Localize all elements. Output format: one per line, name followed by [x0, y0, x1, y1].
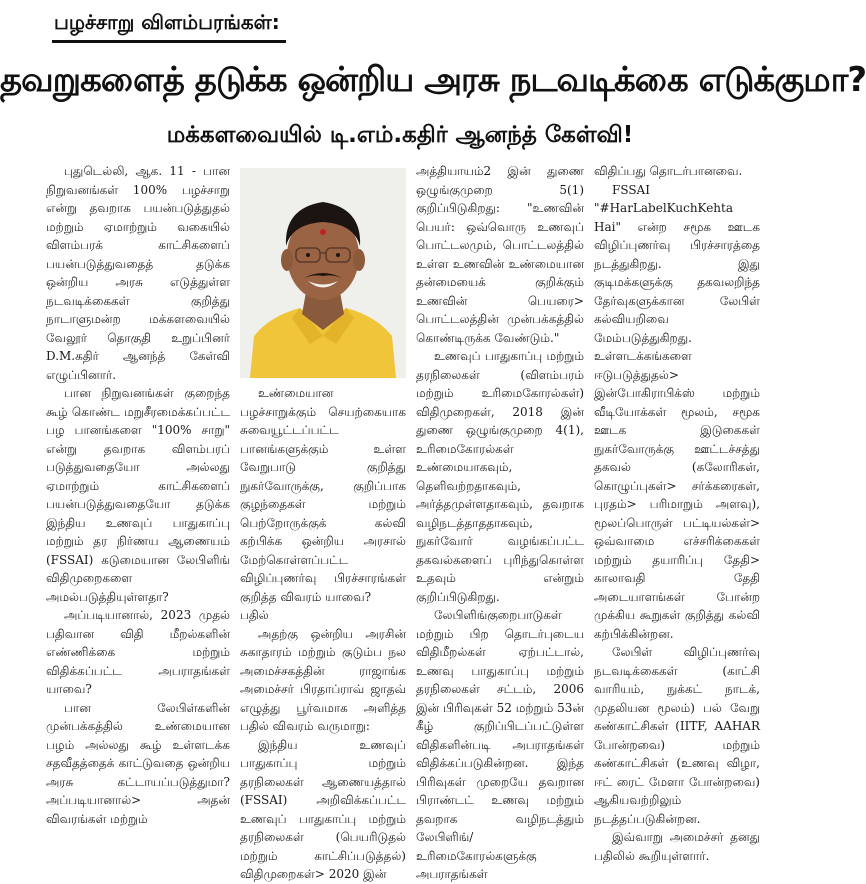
paragraph: விதிப்பது தொடர்பானவை.	[594, 164, 743, 178]
paragraph: அப்படியானால், 2023 முதல் பதிவான விதி மீறல்களின் எண்ணிக்கை மற்றும் விதிக்கப்பட்ட அபராதங்கள் யாவை?	[46, 608, 230, 696]
paragraph: அத்தியாயம்2 இன் துணை ஒழுங்குமுறை 5(1) குறிப்பிடுகிறது: "உணவின் பெயர்: ஒவ்வொரு உணவுப் பொட்டலமும், பொட்டலத்தில் உள்ள உணவின் உண்மையான தன்மையைக் குறிக்கும் உணவின் பெயரை> பொட்டலத்தின் முன்பக்கத்தில் கொண்டிருக்க வேண்டும்."	[416, 164, 584, 345]
paragraph: அதற்கு ஒன்றிய அரசின் சுகாதாரம் மற்றும் குடும்ப நல அமைச்சகத்தின் ராஜாங்க அமைச்சர் பிரதாப்ராவ் ஜாதவ் எழுத்து பூர்வமாக அளித்த பதில் விவரம் வருமாறு:	[240, 626, 406, 733]
portrait-photo	[240, 168, 406, 378]
paragraph: புதுடெல்லி, ஆக. 11 - பான நிறுவனங்கள் 100% பழச்சாறு என்று தவறாக பயன்படுத்துதல் மற்றும் ஏமாற்றும் வகையில் விளம்பரக் காட்சிகளைப் பயன்படுத்துவதைத் தடுக்க ஒன்றிய அரசு எடுத்துள்ள நடவடிக்கைகள் குறித்து நாடாளுமன்ற மக்களவையில் வேலூர் தொகுதி உறுப்பினர் D.M.கதிர் ஆனந்த் கேள்வி எழுப்பினார்.	[46, 164, 230, 382]
article-column-3	[416, 162, 584, 881]
subheadline: மக்களவையில் டி.எம்.கதிர் ஆனந்த் கேள்வி!	[166, 122, 634, 148]
paragraph: FSSAI "#HarLabelKuchKehta Hai" என்ற சமூக ஊடக விழிப்புணர்வு பிரச்சாரத்தை நடத்துகிறது. இது குடிமக்களுக்கு தகவலறிந்த தேர்வுகளுக்கான லேபிள் கல்வியறிவை மேம்படுத்துகிறது. உள்ளடக்கங்களை ஈடுபடுத்துதல்> இன்போகிராபிக்ஸ் மற்றும் வீடியோக்கள் மூலம், சமூக ஊடக இடுகைகள் நுகர்வோருக்கு ஊட்டச்சத்து தகவல் (கலோரிகள், கொழுப்புகள்> சர்க்கரைகள், புரதம்> பரிமாறும் அளவு), மூலப்பொருள் பட்டியல்கள்> ஒவ்வாமை எச்சரிக்கைகள் மற்றும் தயாரிப்பு தேதி> காலாவதி தேதி அடையாளங்கள் போன்ற முக்கிய கூறுகள் குறித்து கல்வி கற்பிக்கின்றன.	[594, 182, 760, 641]
paragraph: லேபிள் விழிப்புணர்வு நடவடிக்கைகள் (காட்சி வாரியம், நுக்கட் நாடக், முதலியன மூலம்) பல் வேறு கண்காட்சிகள் (IITF, AAHAR போன்றவை) மற்றும் கண்காட்சிகள் (உணவு விழா, ஈட் ரைட் மேளா போன்றவை) ஆகியவற்றிலும் நடத்தப்படுகின்றன.	[594, 645, 760, 826]
paragraph: லேபிளிங்குறைபாடுகள் மற்றும் பிற தொடர்புடைய விதிமீறல்கள் ஏற்பட்டால், உணவு பாதுகாப்பு மற்றும் தரநிலைகள் சட்டம், 2006 இன் பிரிவுகள் 52 மற்றும் 53ன் கீழ் குறிப்பிடப்பட்டுள்ள விதிகளின்படி அபராதங்கள் விதிக்கப்படுகின்றன. இந்த பிரிவுகள் முறையே தவறான பிராண்டட் உணவு மற்றும் தவறாக வழிநடத்தும் லேபிளிங்/உரிமைகோரல்களுக்கு அபராதங்கள்	[416, 608, 584, 881]
answer-label: பதில்	[240, 608, 269, 622]
paragraph: இவ்வாறு அமைச்சர் தனது பதிலில் கூறியுள்ளார்.	[594, 830, 760, 863]
headline: தவறுகளைத் தடுக்க ஒன்றிய அரசு நடவடிக்கை எடுக்குமா?	[0, 60, 866, 100]
kicker-label: பழச்சாறு விளம்பரங்கள்:	[52, 10, 286, 43]
article-column-4	[594, 162, 760, 868]
paragraph: உண்மையான பழச்சாறுக்கும் செயற்கையாக சுவையூட்டப்பட்ட பானங்களுக்கும் உள்ள வேறுபாடு குறித்து நுகர்வோருக்கு, குறிப்பாக குழந்தைகள் மற்றும் பெற்றோருக்குக் கல்வி கற்பிக்க ஒன்றிய அரசால் மேற்கொள்ளப்பட்ட விழிப்புணர்வு பிரச்சாரங்கள் குறித்த விவரம் யாவை?	[240, 386, 406, 604]
paragraph: உணவுப் பாதுகாப்பு மற்றும் தரநிலைகள் (விளம்பரம் மற்றும் உரிமைகோரல்கள்) விதிமுறைகள், 2018 இன் துணை ஒழுங்குமுறை 4(1), உரிமைகோரல்கள் உண்மையாகவும், தெளிவற்றதாகவும், அர்த்தமுள்ளதாகவும், தவறாக வழிநடத்தாததாகவும், நுகர்வோர் வழங்கப்பட்ட தகவல்களைப் புரிந்துகொள்ள உதவும் என்றும் குறிப்பிடுகிறது.	[416, 349, 584, 604]
article-column-2	[240, 384, 406, 881]
paragraph: இந்திய உணவுப் பாதுகாப்பு மற்றும் தரநிலைகள் ஆணையத்தால் (FSSAI) அறிவிக்கப்பட்ட உணவுப் பாதுகாப்பு மற்றும் தரநிலைகள் (பெயரிடுதல் மற்றும் காட்சிப்படுத்தல்) விதிமுறைகள்> 2020 இன்	[240, 737, 406, 881]
article-column-1	[46, 162, 230, 868]
paragraph: பான நிறுவனங்கள் குறைந்த கூழ் கொண்ட மறுசீரமைக்கப்பட்ட பழ பானங்களை "100% சாறு" என்று தவறாக விளம்பரப் படுத்துவதையோ அல்லது ஏமாற்றும் காட்சிகளைப் பயன்படுத்துவதையோ தடுக்க இந்திய உணவுப் பாதுகாப்பு மற்றும் தர நிர்ணய ஆணையம் (FSSAI) கடுமையான லேபிளிங் விதிமுறைகளை அமல்படுத்தியுள்ளதா?	[46, 386, 230, 604]
paragraph: பான லேபிள்களின் முன்பக்கத்தில் உண்மையான பழம் அல்லது கூழ் உள்ளடக்க சதவீதத்தைக் காட்டுவதை ஒன்றிய அரசு கட்டாயப்படுத்துமா? அப்படியானால்> அதன் விவரங்கள் மற்றும்	[46, 700, 230, 826]
